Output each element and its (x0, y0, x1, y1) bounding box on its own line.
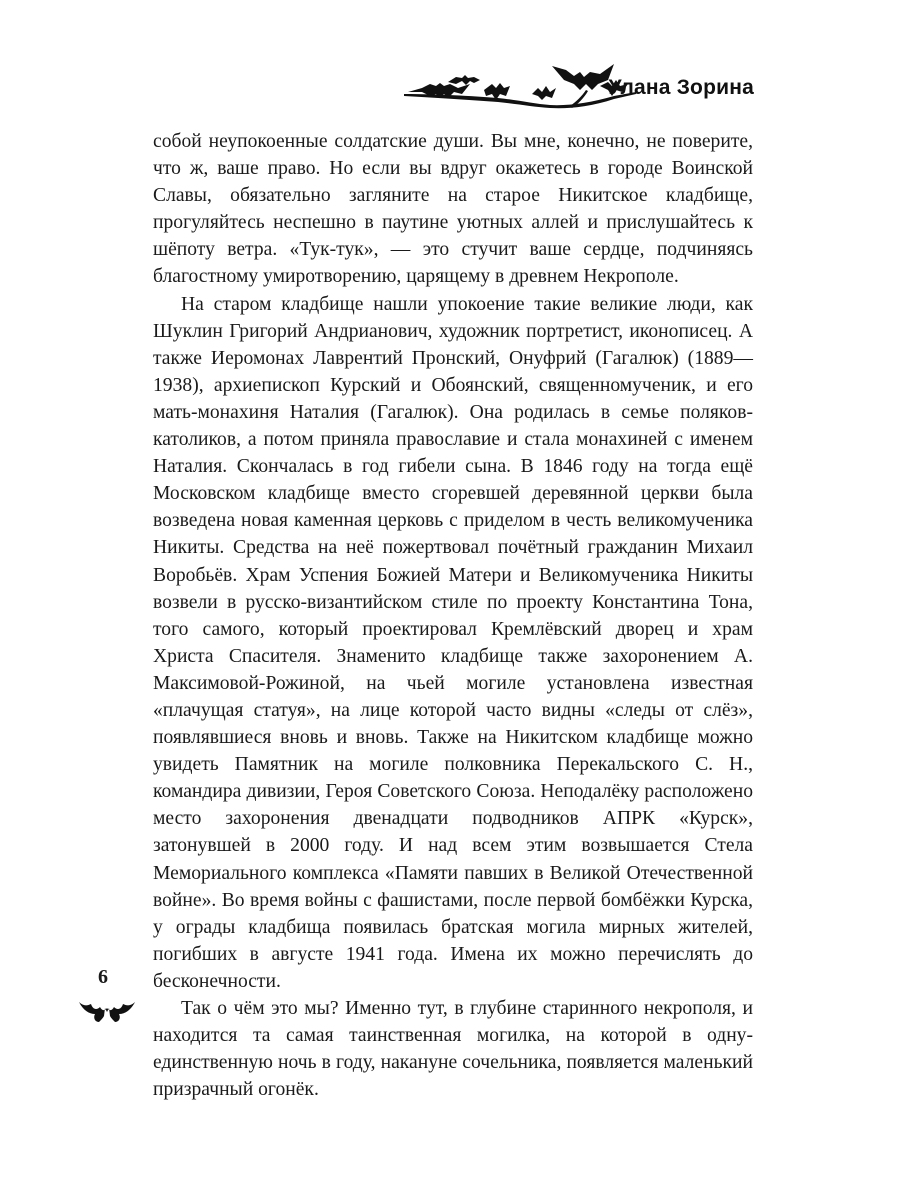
paragraph: Так о чём это мы? Именно тут, в глубине старинного некрополя, и находится та самая таинственная могилка, на которой в одну-единственную ночь в году, накануне сочельника, появляется маленький призрачный огонёк. (153, 998, 753, 1101)
bats-on-branch-icon (400, 50, 640, 120)
paragraph: собой неупокоенные солдатские души. Вы мне, конечно, не поверите, что ж, ваше право. Но если вы вдруг окажетесь в городе Вoинской Славы, обязательно загляните на старое Никитское кладбище, прогуляйтесь неспешно в паутине уютных аллей и прислушайтесь к шёпоту ветра. «Тук-тук», — это стучит ваше сердце, подчиняясь благостному умиротворению, царящему в древнем Некрополе. (153, 131, 753, 288)
running-header (400, 50, 760, 120)
paragraph: На старом кладбище нашли упокоение такие великие люди, как Шуклин Григорий Андрианович, художник портретист, иконописец. А также Иеромонах Лаврентий Пронский, Онуфрий (Гагалюк) (1889—1938), архиепископ Курский и Обоянский, священномученик, и его мать-монахиня Наталия (Гагалюк). Она родилась в семье поляков-католиков, а потом приняла православие и стала монахиней с именем Наталия. Скончалась в год гибели сына. В 1846 году на тогда ещё Московском кладбище вместо сгоревшей деревянной церкви была возведена новая каменная церковь с приделом в честь великомученика Никиты. Средства на неё пожертвовал почётный гражданин Михаил Воробьёв. Храм Успения Божией Матери и Великомученика Никиты возвели в русско-византийском стиле по проекту Константина Тона, того самого, который проектировал Кремлёвский дворец и храм Христа Спасителя. Знаменито кладбище также захоронением А. Максимовой-Рожиной, на чьей могиле установлена известная «плачущая статуя», на лице которой часто видны «следы от слёз», появлявшиеся вновь и вновь. Также на Никитском кладбище можно увидеть Памятник на могиле полковника Перекальского С. Н., командира дивизии, Героя Советского Союза. Неподалёку расположено место захоронения двенадцати подводников АПРК «Курск», затонувшей в 2000 году. И над всем этим возвышается Стела Мемориального комплекса «Памяти павших в Великой Отечественной войне». Во время войны с фашистами, после первой бомбёжки Курска, у ограды кладбища появилась братская могила мирных жителей, погибших в августе 1941 года. Имена их можно перечислять до бесконечности. (153, 293, 753, 992)
page-number: 6 (98, 966, 108, 988)
author-name: Улана Зорина (608, 76, 754, 99)
body-text (153, 128, 753, 1103)
bat-icon (77, 996, 137, 1030)
